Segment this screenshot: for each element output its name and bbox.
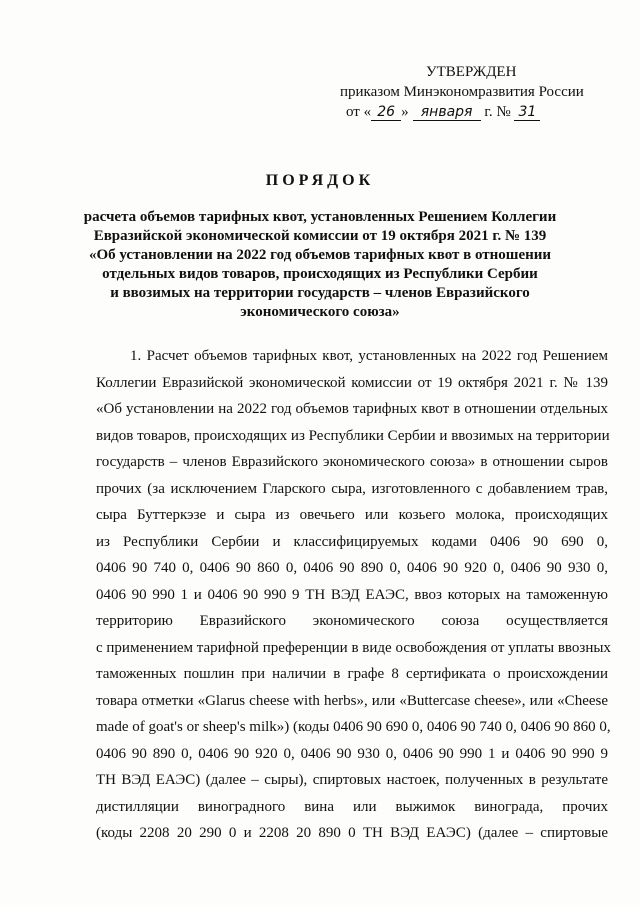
body-line: из Республики Сербии и классифицируемых кодами 0406 90 690 0, [96,533,608,550]
body-paragraph [96,343,611,847]
approval-heading: УТВЕРЖДЕН [426,64,517,80]
body-line: товара отметки «Glarus cheese with herbs», или «Buttercase cheese», или «Cheese [96,692,608,709]
body-line: прочих (за исключением Гларского сыра, изготовленного с добавлением трав, [96,480,608,497]
handwritten-number: 31 [514,104,540,121]
body-line: территорию Евразийского экономического союза осуществляется [96,613,608,629]
body-line: таможенных пошлин при наличии в графе 8 сертификата о происхождении [96,666,608,682]
handwritten-month: января [413,104,481,121]
body-line: 0406 90 990 1 и 0406 90 990 9 ТН ВЭД ЕАЭС, ввоз которых на таможенную [96,586,608,603]
body-line: с применением тарифной преференции в виде освобождения от уплаты ввозных [96,639,611,656]
subtitle-line: расчета объемов тарифных квот, установленных Решением Коллегии [83,209,557,225]
subtitle-line: и ввозимых на территории государств – членов Евразийского [110,285,530,301]
subtitle-line: Евразийской экономической комиссии от 19 октября 2021 г. № 139 [93,228,547,244]
body-line: сыра Буттеркэзе и сыра из овечьего или козьего молока, происходящих [96,507,608,523]
year-number-label: г. № [484,104,511,120]
approval-block [340,62,610,122]
date-day-suffix: » [401,104,409,120]
body-line: дистилляции виноградного вина или выжимок винограда, прочих [96,798,608,815]
body-line: 1. Расчет объемов тарифных квот, установленных на 2022 год Решением [130,348,608,364]
handwritten-day: 26 [371,104,401,121]
body-line: 0406 90 740 0, 0406 90 860 0, 0406 90 890 0, 0406 90 920 0, 0406 90 930 0, [96,560,608,576]
approval-date-line [340,102,610,122]
body-line: 0406 90 890 0, 0406 90 920 0, 0406 90 930 0, 0406 90 990 1 и 0406 90 990 9 [96,745,608,762]
document-subtitle [80,208,560,322]
body-line: ТН ВЭД ЕАЭС) (далее – сыры), спиртовых настоек, полученных в результате [96,772,608,788]
body-line: Коллегии Евразийской экономической комиссии от 19 октября 2021 г. № 139 [96,374,608,391]
body-line: «Об установлении на 2022 год объемов тарифных квот в отношении отдельных [96,401,608,417]
approval-order: приказом Минэкономразвития России [340,84,584,100]
body-line: (коды 2208 20 290 0 и 2208 20 890 0 ТН ВЭД ЕАЭС) (далее – спиртовые [96,825,608,841]
document-title: ПОРЯДОК [265,172,375,189]
body-line: made of goat's or sheep's milk») (коды 0406 90 690 0, 0406 90 740 0, 0406 90 860 0, [96,719,611,735]
subtitle-line: экономического союза» [240,304,400,320]
body-line: видов товаров, происходящих из Республики Сербии и ввозимых на территории [96,427,610,444]
subtitle-line: отдельных видов товаров, происходящих из Республики Сербии [102,266,538,282]
body-line: государств – членов Евразийского экономического союза» в отношении сыров [96,454,608,470]
date-prefix: от « [346,104,372,120]
subtitle-line: «Об установлении на 2022 год объемов тарифных квот в отношении [88,247,552,263]
